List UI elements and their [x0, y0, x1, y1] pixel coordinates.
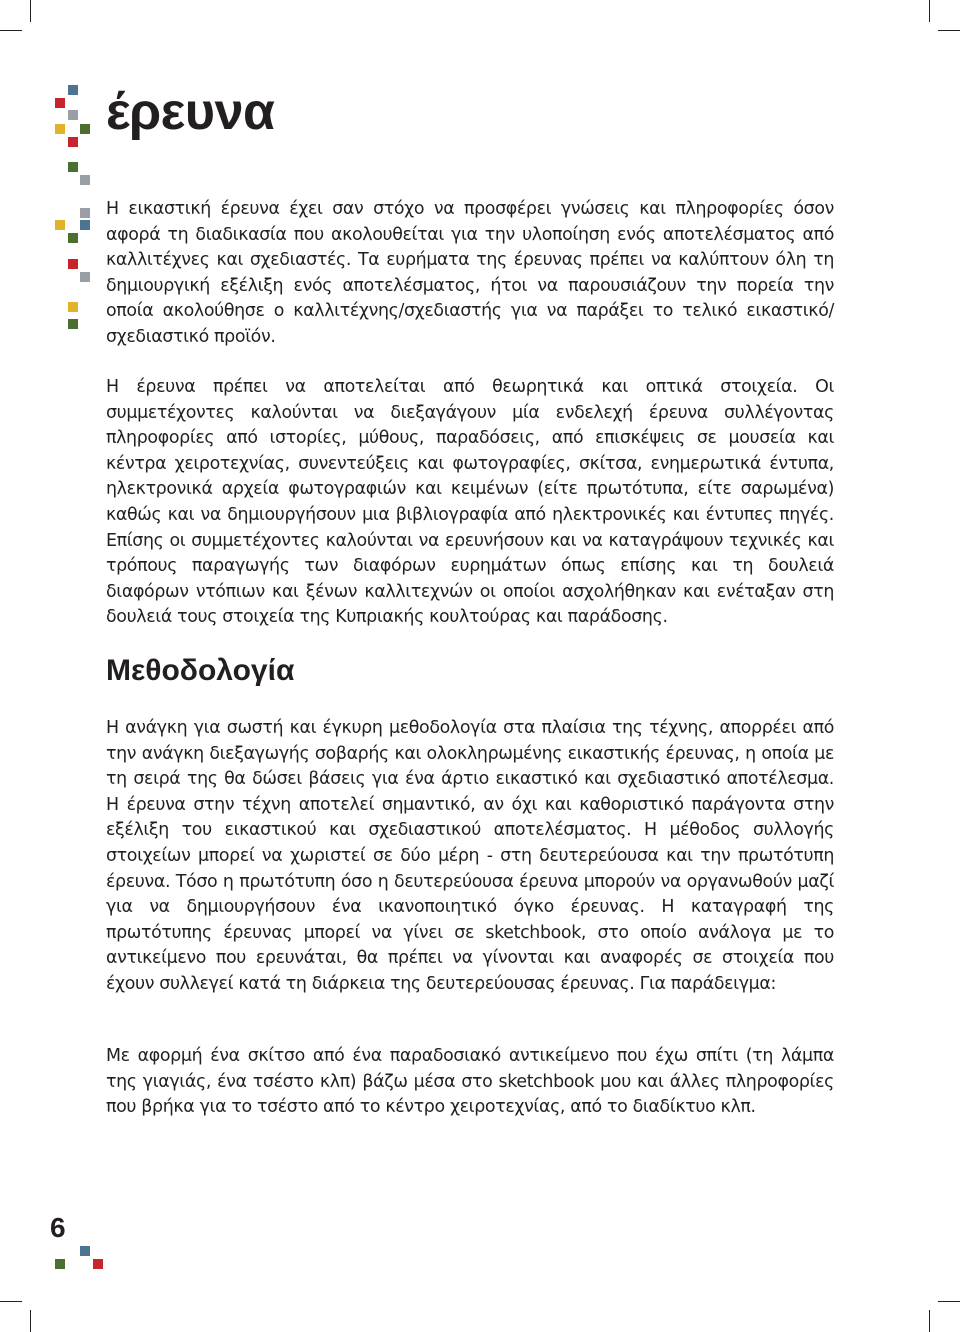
decor-square	[55, 220, 65, 230]
decor-square	[80, 208, 90, 218]
crop-mark	[0, 30, 22, 31]
decor-square	[80, 220, 90, 230]
crop-mark	[929, 1310, 930, 1332]
page-number: 6	[50, 1212, 66, 1243]
decor-square	[68, 162, 78, 172]
crop-mark	[30, 1310, 31, 1332]
decor-square	[55, 98, 65, 108]
crop-mark	[30, 0, 31, 22]
decor-square	[68, 319, 78, 329]
decor-square	[68, 85, 78, 95]
page-title: έρευνα	[106, 83, 275, 141]
crop-mark	[938, 1301, 960, 1302]
crop-mark	[929, 0, 930, 22]
decor-square	[68, 259, 78, 269]
decor-square	[68, 302, 78, 312]
example-paragraph: Με αφορμή ένα σκίτσο από ένα παραδοσιακό αντικείμενο που έχω σπίτι (τη λάμπα της γιαγιάς, ένα τσέστο κλπ) βάζω μέσα στο sketchbook μου και άλλες πληροφορίες που βρήκα για το τσέστο από το κέντρο χειροτεχνίας, από το διαδίκτυο κλπ.	[106, 1046, 834, 1118]
crop-mark	[0, 1301, 22, 1302]
decor-square	[68, 233, 78, 243]
intro-paragraph: Η εικαστική έρευνα έχει σαν στόχο να προσφέρει γνώσεις και πληροφορίες όσον αφορά τη διαδικασία που ακολουθείται για την υλοποίηση ενός αποτελέσματος από καλλιτέχνες και σχεδιαστές. Τα ευρήματα της έρευνας πρέπει να καλύπτουν όλη τη δημιουργική εξέλιξη ενός αποτελέσματος, ήτοι να παρουσιάζουν την πορεία την οποία ακολούθησε ο καλλιτέχνης/σχεδιαστής για να παράξει το τελικό εικαστικό/σχεδιαστικό προϊόν.	[106, 199, 834, 347]
decor-square	[55, 1259, 65, 1269]
decor-square	[68, 137, 78, 147]
decor-square	[80, 124, 90, 134]
decor-square	[80, 1246, 90, 1256]
decor-square	[80, 175, 90, 185]
research-paragraph: Η έρευνα πρέπει να αποτελείται από θεωρητικά και οπτικά στοιχεία. Οι συμμετέχοντες καλούνται να διεξαγάγουν μία ενδελεχή έρευνα συλλέγοντας πληροφορίες από ιστορίες, μύθους, παραδόσεις, από επισκέψεις σε μουσεία και κέντρα χειροτεχνίας, συνεντεύξεις και φωτογραφίες, σκίτσα, ενημερωτικά έντυπα, ηλεκτρονικά αρχεία φωτογραφιών και κειμένων (είτε πρωτότυπα, είτε σαρωμένα) καθώς και να δημιουργήσουν μια βιβλιογραφία από ηλεκτρονικές και έντυπες πηγές. Επίσης οι συμμετέχοντες καλούνται να ερευνήσουν και να καταγράψουν τεχνικές και τρόπους παραγωγής των διαφόρων ευρημάτων όπως επίσης και τη δουλειά διαφόρων ντόπιων και ξένων καλλιτεχνών οι οποίοι ασχολήθηκαν και ενέταξαν στη δουλειά τους στοιχεία της Κυπριακής κουλτούρας και παράδοσης.	[106, 377, 834, 628]
crop-mark	[938, 30, 960, 31]
methodology-paragraph: Η ανάγκη για σωστή και έγκυρη μεθοδολογία στα πλαίσια της τέχνης, απορρέει από την ανάγκη διεξαγωγής σοβαρής και ολοκληρωμένης εικαστικής έρευνας, η οποία με τη σειρά της θα δώσει βάσεις για ένα άρτιο εικαστικό και σχεδιαστικό αποτέλεσμα. Η έρευνα στην τέχνη αποτελεί σημαντικό, αν όχι και καθοριστικό παράγοντα στην εξέλιξη του εικαστικού και σχεδιαστικού αποτελέσματος. Η μέθοδος συλλογής στοιχείων μπορεί να χωριστεί σε δύο μέρη - στη δευτερεύουσα και την πρωτότυπη έρευνα. Τόσο η πρωτότυπη όσο η δευτερεύουσα έρευνα μπορούν να οργανωθούν μαζί για να δημιουργήσουν ένα ικανοποιητικό όγκο έρευνας. Η καταγραφή της πρωτότυπης έρευνας μπορεί να γίνει σε sketchbook, στο οποίο ανάλογα με το αντικείμενο που ερευνάται, θα πρέπει να γίνονται και αναφορές σε στοιχεία που έχουν συλλεγεί κατά τη διάρκεια της δευτερεύουσας έρευνας. Για παράδειγμα:	[106, 718, 834, 994]
decor-square	[93, 1259, 103, 1269]
decor-square	[55, 124, 65, 134]
decor-square	[68, 110, 78, 120]
decor-square	[80, 272, 90, 282]
section-heading: Μεθοδολογία	[106, 654, 295, 687]
